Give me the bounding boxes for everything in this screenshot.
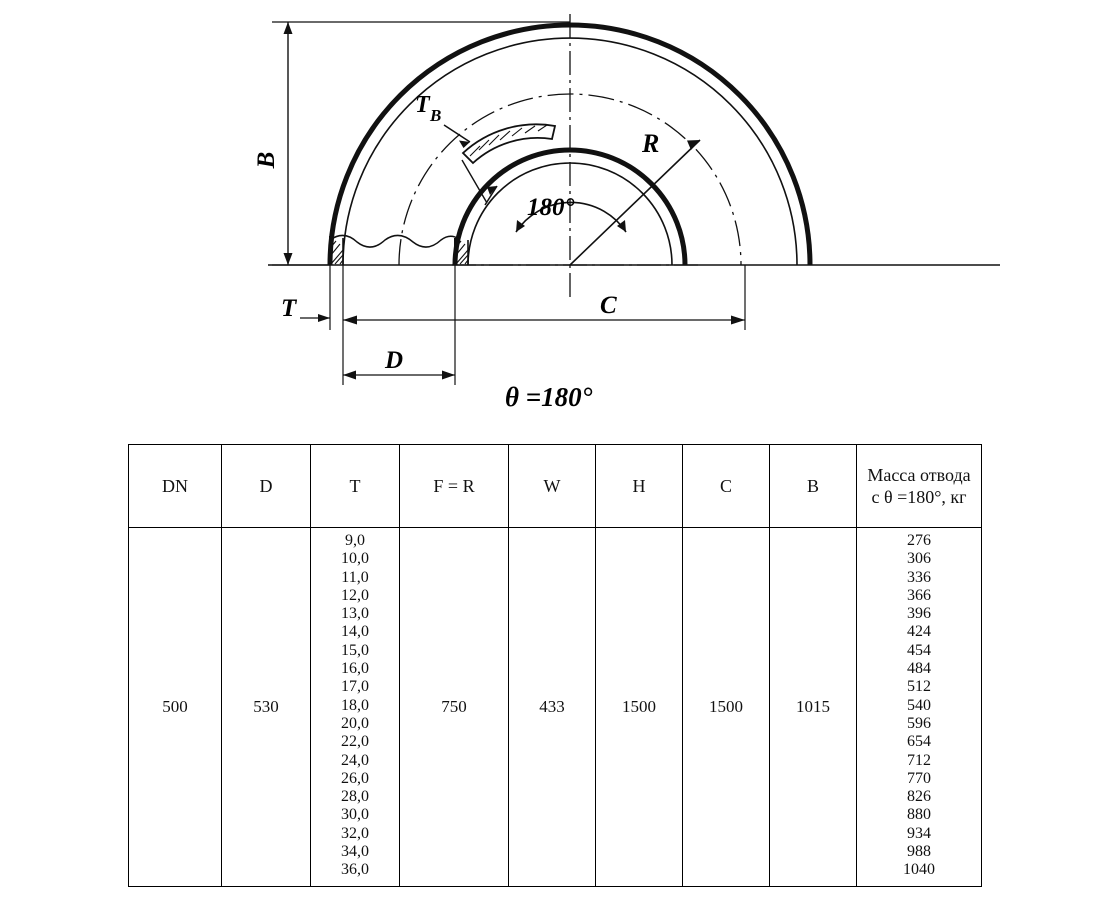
header-t: T	[311, 445, 400, 528]
header-dn: DN	[129, 445, 222, 528]
header-mass	[857, 445, 982, 528]
cell-d: 530	[222, 528, 311, 887]
header-h: H	[596, 445, 683, 528]
header-d: D	[222, 445, 311, 528]
mass-value-14: 826	[907, 788, 931, 806]
tb-leader-line	[444, 125, 470, 142]
cell-b: 1015	[770, 528, 857, 887]
cell-dn: 500	[129, 528, 222, 887]
mass-value-13: 770	[907, 769, 931, 787]
cell-mass-list	[857, 528, 982, 887]
mass-value-8: 512	[907, 678, 931, 696]
t-value-9: 18,0	[341, 696, 369, 714]
t-value-2: 11,0	[341, 568, 369, 586]
hatch-top-wall	[470, 125, 547, 156]
specification-table-container	[128, 444, 972, 887]
c-arrow-left	[343, 316, 357, 325]
mass-values-stack	[857, 528, 981, 886]
label-c: C	[600, 292, 617, 319]
cell-h: 1500	[596, 528, 683, 887]
mass-value-4: 396	[907, 605, 931, 623]
radius-arrow	[687, 140, 700, 150]
label-b: B	[253, 151, 280, 169]
hatch-left-wall	[331, 241, 343, 264]
t-value-7: 16,0	[341, 660, 369, 678]
label-t-bottom: T	[281, 295, 297, 322]
b-arrow-top	[284, 22, 293, 34]
mass-value-9: 540	[907, 696, 931, 714]
t-value-13: 26,0	[341, 769, 369, 787]
label-t: T	[415, 92, 430, 118]
header-c: C	[683, 445, 770, 528]
mass-value-5: 424	[907, 623, 931, 641]
cell-c: 1500	[683, 528, 770, 887]
mass-value-6: 454	[907, 641, 931, 659]
t-value-5: 14,0	[341, 623, 369, 641]
specification-table	[128, 444, 982, 887]
table-header-row	[129, 445, 982, 528]
label-angle-inner: 180°	[527, 194, 575, 221]
d-arrow-left	[343, 371, 356, 380]
t-value-18: 36,0	[341, 861, 369, 879]
t-value-16: 32,0	[341, 824, 369, 842]
t-value-14: 28,0	[341, 788, 369, 806]
header-mass-line1: Масса отвода	[867, 464, 971, 485]
t-values-stack	[311, 528, 399, 886]
t-value-4: 13,0	[341, 605, 369, 623]
cell-t-list	[311, 528, 400, 887]
t-value-3: 12,0	[341, 586, 369, 604]
mass-value-2: 336	[907, 568, 931, 586]
mass-value-11: 654	[907, 733, 931, 751]
c-arrow-right	[731, 316, 745, 325]
header-b: B	[770, 445, 857, 528]
d-arrow-right	[442, 371, 455, 380]
hatch-right-wall	[456, 241, 468, 264]
mass-value-15: 880	[907, 806, 931, 824]
t-value-0: 9,0	[345, 532, 365, 549]
b-arrow-bottom	[284, 253, 293, 265]
elbow-180-drawing-svg	[0, 0, 1100, 430]
t-value-1: 10,0	[341, 550, 369, 568]
cell-f-r: 750	[400, 528, 509, 887]
label-t-sub: B	[430, 106, 442, 125]
t-value-15: 30,0	[341, 806, 369, 824]
label-theta-note: θ =180°	[505, 382, 593, 412]
mass-value-17: 988	[907, 843, 931, 861]
header-w: W	[509, 445, 596, 528]
header-mass-line2: с θ =180°, кг	[871, 487, 967, 507]
radius-line	[570, 140, 700, 265]
mass-value-12: 712	[907, 751, 931, 769]
t-value-8: 17,0	[341, 678, 369, 696]
mass-value-3: 366	[907, 586, 931, 604]
label-r: R	[642, 129, 660, 158]
header-f-r: F = R	[400, 445, 509, 528]
table-row	[129, 528, 982, 887]
mass-value-7: 484	[907, 660, 931, 678]
mass-value-0: 276	[907, 532, 931, 549]
mass-value-16: 934	[907, 824, 931, 842]
t-value-6: 15,0	[341, 641, 369, 659]
t-value-17: 34,0	[341, 843, 369, 861]
t-value-11: 22,0	[341, 733, 369, 751]
t-arrow	[318, 314, 330, 322]
wall-section-outline	[463, 124, 555, 163]
mass-value-18: 1040	[903, 861, 935, 879]
label-d: D	[385, 347, 404, 374]
t-value-10: 20,0	[341, 714, 369, 732]
t-value-12: 24,0	[341, 751, 369, 769]
break-line	[330, 235, 459, 247]
mass-value-10: 596	[907, 714, 931, 732]
technical-drawing	[0, 0, 1100, 430]
mass-value-1: 306	[907, 550, 931, 568]
cell-w: 433	[509, 528, 596, 887]
